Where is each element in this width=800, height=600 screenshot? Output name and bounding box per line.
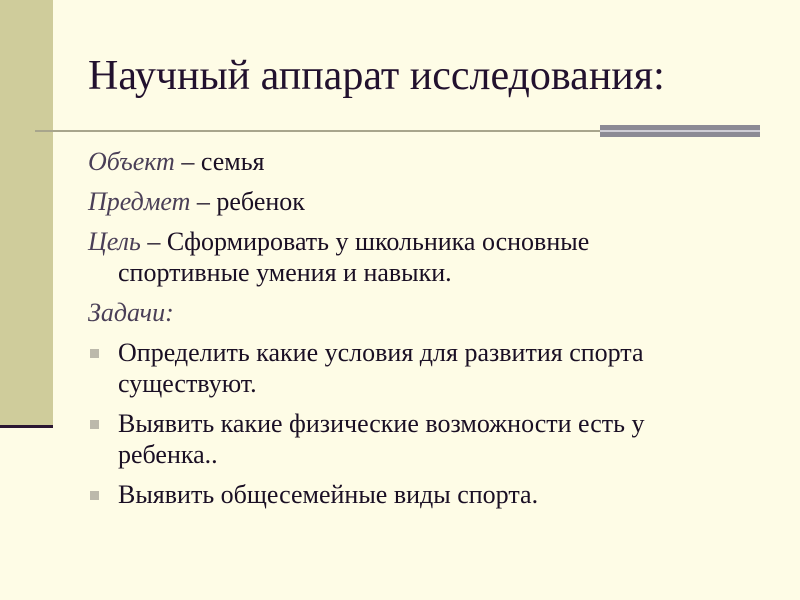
goal-text-continued: спортивные умения и навыки. [118, 258, 452, 287]
task-item [88, 408, 768, 470]
subject-line [88, 186, 768, 217]
tasks-label: Задачи: [88, 298, 174, 327]
object-text: семья [200, 147, 265, 176]
task-text: Выявить общесемейные виды спорта. [118, 480, 539, 509]
slide-content [88, 146, 768, 519]
task-text: Выявить какие физические возможности есть у [118, 409, 645, 438]
side-decoration-line [0, 425, 53, 428]
task-text-continued: ребенка.. [118, 440, 218, 469]
goal-separator: – [140, 227, 167, 256]
object-line [88, 146, 768, 177]
task-item [88, 479, 768, 510]
title-underline [35, 130, 600, 132]
slide-title: Научный аппарат исследования: [88, 53, 665, 99]
goal-label: Цель [88, 227, 141, 256]
object-label: Объект [88, 147, 175, 176]
task-text-continued: существуют. [118, 369, 257, 398]
subject-separator: – [190, 187, 217, 216]
square-bullet-icon [90, 349, 99, 358]
task-text: Определить какие условия для развития спорта [118, 338, 644, 367]
square-bullet-icon [90, 420, 99, 429]
object-separator: – [174, 147, 201, 176]
goal-text: Сформировать у школьника основные [166, 227, 590, 256]
tasks-heading [88, 297, 768, 328]
square-bullet-icon [90, 491, 99, 500]
side-decoration-bar [0, 0, 53, 428]
task-item [88, 337, 768, 399]
subject-label: Предмет [88, 187, 191, 216]
goal-line [88, 226, 768, 288]
title-underline-accent [600, 125, 760, 137]
subject-text: ребенок [216, 187, 305, 216]
